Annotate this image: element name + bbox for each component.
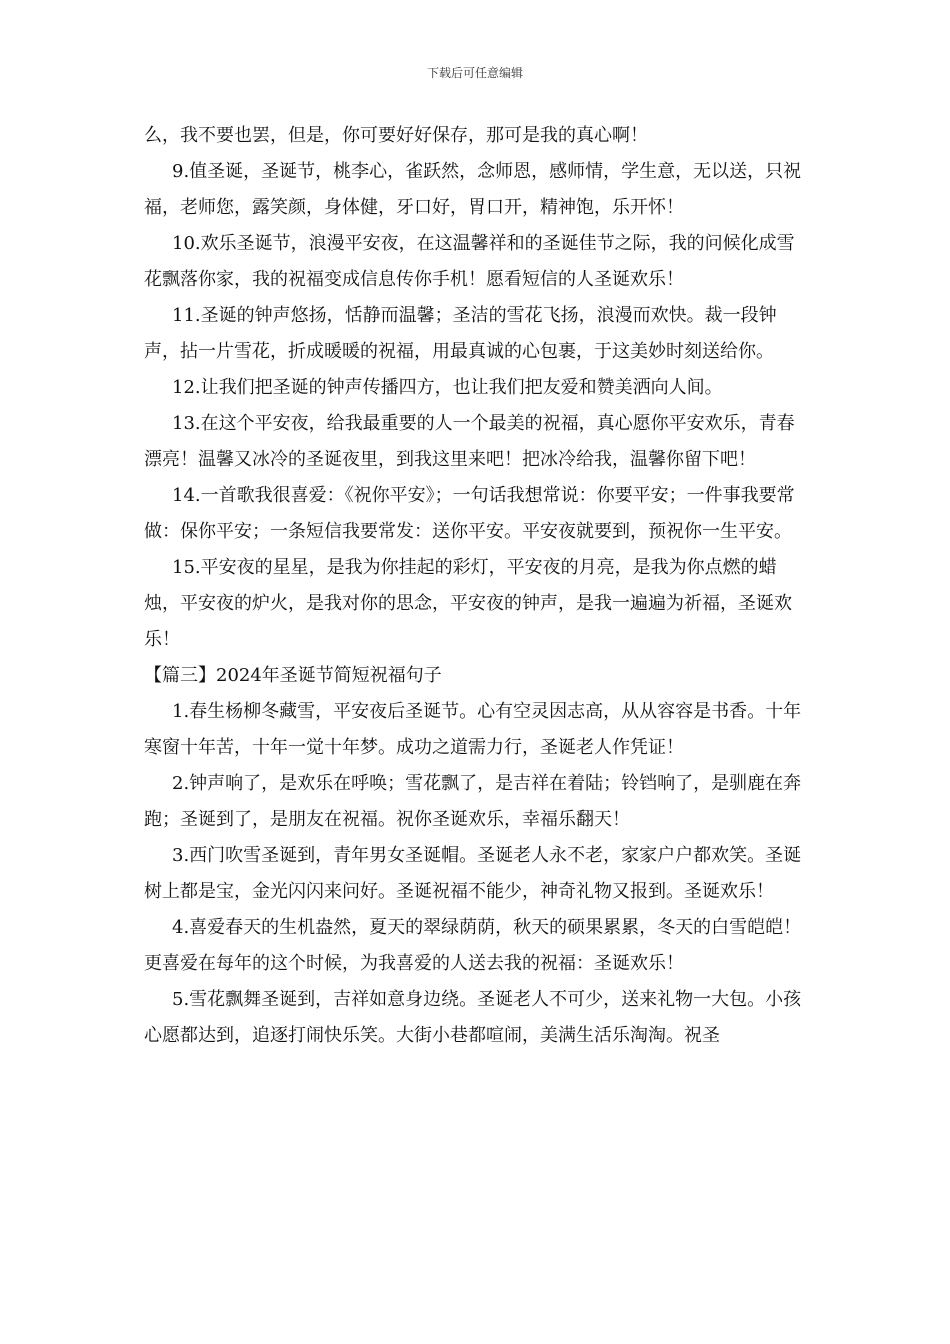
paragraph-item-12: 12.让我们把圣诞的钟声传播四方，也让我们把友爱和赞美洒向人间。 [172, 377, 723, 398]
paragraph-item-4: 4.喜爱春天的生机盎然，夏天的翠绿荫荫，秋天的硕果累累，冬天的白雪皑皑！更喜爱在每年的这个时候，为我喜爱的人送去我的祝福：圣诞欢乐！ [144, 917, 802, 974]
paragraph-item-11: 11.圣诞的钟声悠扬，恬静而温馨；圣洁的雪花飞扬，浪漫而欢快。裁一段钟声，拈一片雪花，折成暖暖的祝福，用最真诚的心包裹，于这美妙时刻送给你。 [144, 305, 777, 362]
paragraph-item-14: 14.一首歌我很喜爱：《祝你平安》；一句话我想常说：你要平安；一件事我要常做：保你平安；一条短信我要常发：送你平安。平安夜就要到，预祝你一生平安。 [144, 485, 795, 542]
paragraph-item-1: 1.春生杨柳冬藏雪，平安夜后圣诞节。心有空灵因志高，从从容容是书香。十年寒窗十年苦，十年一觉十年梦。成功之道需力行，圣诞老人作凭证！ [144, 701, 802, 758]
document-body [144, 118, 809, 1054]
paragraph-item-13: 13.在这个平安夜，给我最重要的人一个最美的祝福，真心愿你平安欢乐，青春漂亮！温馨又冰冷的圣诞夜里，到我这里来吧！把冰冷给我，温馨你留下吧！ [144, 413, 795, 470]
paragraph-item-3: 3.西门吹雪圣诞到，青年男女圣诞帽。圣诞老人永不老，家家户户都欢笑。圣诞树上都是宝，金光闪闪来问好。圣诞祝福不能少，神奇礼物又报到。圣诞欢乐！ [144, 845, 802, 902]
paragraph-item-10: 10.欢乐圣诞节，浪漫平安夜，在这温馨祥和的圣诞佳节之际，我的问候化成雪花飘落你家，我的祝福变成信息传你手机！愿看短信的人圣诞欢乐！ [144, 233, 795, 290]
paragraph-item-5: 5.雪花飘舞圣诞到，吉祥如意身边绕。圣诞老人不可少，送来礼物一大包。小孩心愿都达到，追逐打闹快乐笑。大街小巷都喧闹，美满生活乐淘淘。祝圣 [144, 989, 802, 1046]
paragraph-continuation: 么，我不要也罢，但是，你可要好好保存，那可是我的真心啊！ [144, 125, 648, 146]
paragraph-item-9: 9.值圣诞，圣诞节，桃李心，雀跃然，念师恩，感师情，学生意，无以送，只祝福，老师您，露笑颜，身体健，牙口好，胃口开，精神饱，乐开怀！ [144, 161, 802, 218]
section-heading: 【篇三】2024年圣诞节简短祝福句子 [144, 665, 442, 686]
paragraph-item-2: 2.钟声响了，是欢乐在呼唤；雪花飘了，是吉祥在着陆；铃铛响了，是驯鹿在奔跑；圣诞到了，是朋友在祝福。祝你圣诞欢乐，幸福乐翻天！ [144, 773, 802, 830]
page-header: 下载后可任意编辑 [426, 66, 523, 80]
paragraph-item-15: 15.平安夜的星星，是我为你挂起的彩灯，平安夜的月亮，是我为你点燃的蜡烛，平安夜的炉火，是我对你的思念，平安夜的钟声，是我一遍遍为祈福，圣诞欢乐！ [144, 557, 792, 650]
